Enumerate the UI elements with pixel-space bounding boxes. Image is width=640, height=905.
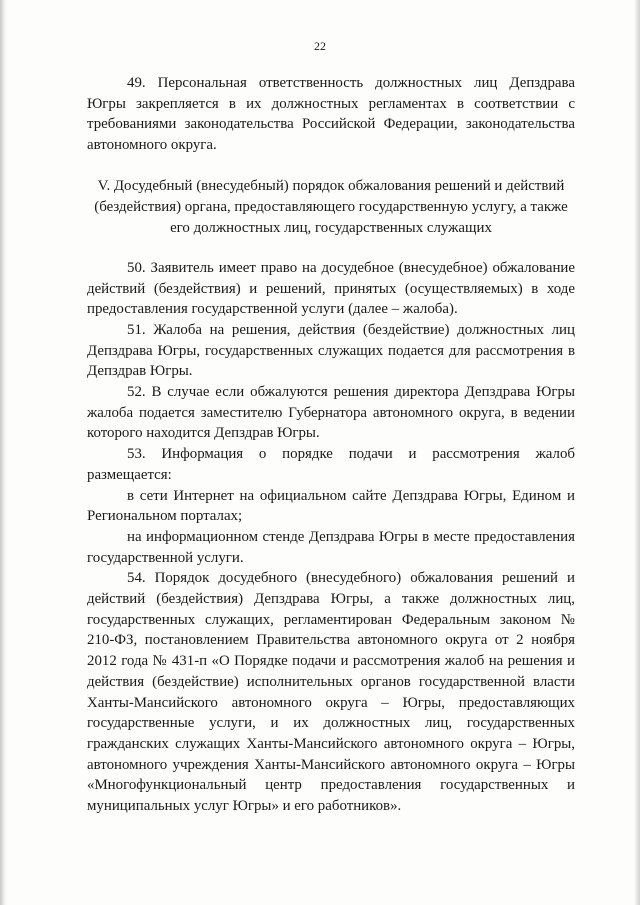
paragraph-53-item-2: на информационном стенде Депздрава Югры в месте предоставления государственной услуги. — [87, 528, 575, 566]
paragraph-52: 52. В случае если обжалуются решения директора Депздрава Югры жалоба подается заместителю Губернатора автономного округа, в ведении которого находится Депздрав Югры. — [87, 384, 575, 442]
paragraph-51: 51. Жалоба на решения, действия (бездействие) должностных лиц Депздрава Югры, государственных служащих подается для рассмотрения в Депздрав Югры. — [87, 321, 575, 380]
paragraph-49: 49. Персональная ответственность должностных лиц Депздрава Югры закрепляется в их должностных регламентах в соответствии с требованиями законодательства Российской Федерации, законодательства автономного округа. — [87, 75, 575, 154]
page-number: 22 — [314, 39, 326, 53]
paragraph-53-item-1: в сети Интернет на официальном сайте Депздрава Югры, Едином и Региональном порталах; — [87, 487, 575, 525]
scan-edge-right — [634, 0, 640, 905]
document-body — [87, 73, 575, 817]
paragraph-53: 53. Информация о порядке подачи и рассмотрения жалоб размещается: — [87, 446, 575, 483]
scan-edge-left — [0, 0, 8, 905]
section-heading: V. Досудебный (внесудебный) порядок обжалования решений и действий (бездействия) органа, предоставляющего государственную услугу, а также его должностных лиц, государственных служащих — [94, 177, 568, 236]
paragraph-54: 54. Порядок досудебного (внесудебного) обжалования решений и действий (бездействия) Депздрава Югры, а также должностных лиц, государственных служащих, регламентирован Федеральным законом № 210-ФЗ, постановлением Правительства автономного округа от 2 ноября 2012 года № 431-п «О Порядке подачи и рассмотрения жалоб на решения и действия (бездействие) исполнительных органов государственной власти Ханты-Мансийского автономного округа – Югры, предоставляющих государственные услуги, и их должностных лиц, государственных гражданских служащих Ханты-Мансийского автономного округа – Югры, автономного учреждения Ханты-Мансийского автономного округа – Югры «Многофункциональный центр предоставления государственных и муниципальных услуг Югры» и его работников». — [87, 570, 575, 815]
paragraph-50: 50. Заявитель имеет право на досудебное (внесудебное) обжалование действий (бездействия) и решений, принятых (осуществляемых) в ходе предоставления государственной услуги (далее – жалоба). — [87, 259, 575, 318]
